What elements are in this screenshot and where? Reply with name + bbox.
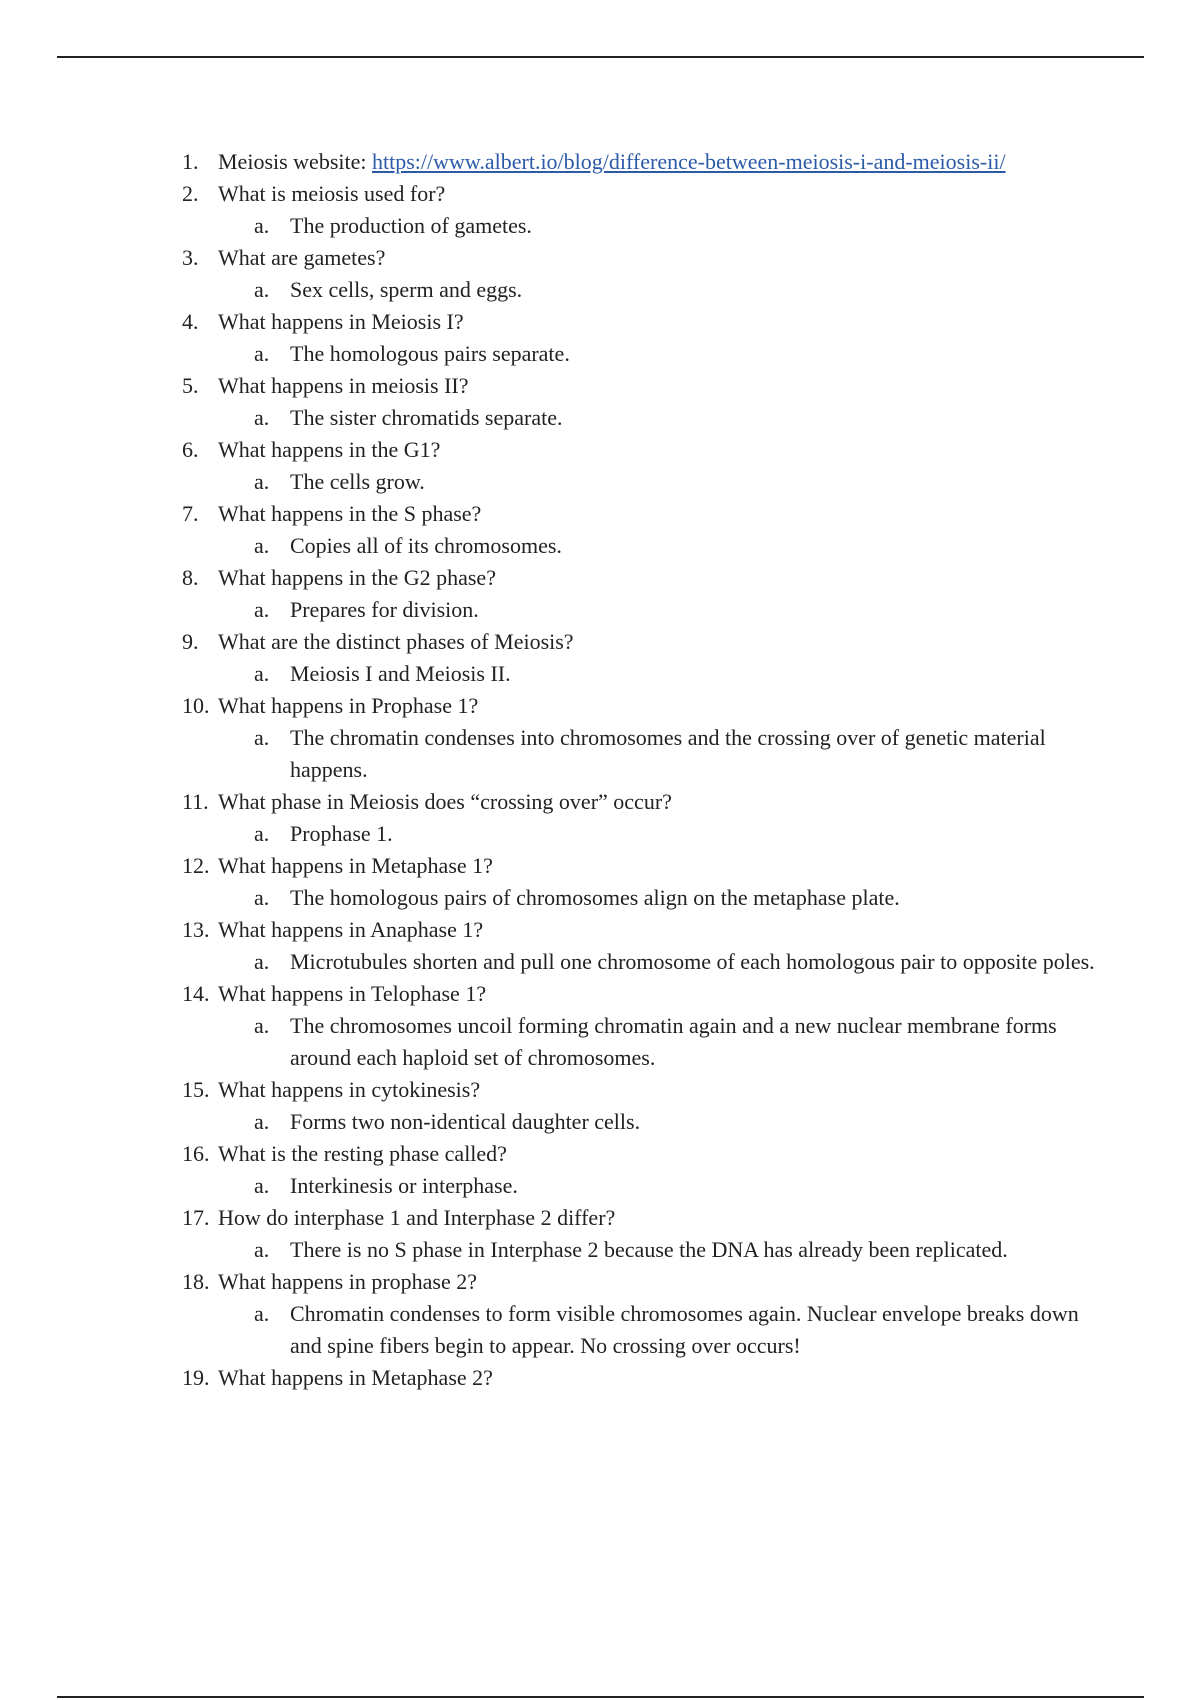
bottom-rule	[57, 1696, 1144, 1698]
item-text: What is meiosis used for?	[218, 181, 446, 206]
answer-text: The homologous pairs separate.	[290, 341, 570, 366]
answer-text: The chromatin condenses into chromosomes and the crossing over of genetic material happens.	[290, 725, 1046, 782]
item-text: What phase in Meiosis does “crossing over” occur?	[218, 789, 672, 814]
answer-marker: a.	[254, 821, 270, 846]
answer-item	[182, 722, 1102, 786]
answer-text: Prophase 1.	[290, 821, 393, 846]
question-list	[182, 146, 1102, 1394]
answer-item	[182, 946, 1102, 978]
answer-item	[182, 594, 1102, 626]
answer-item	[182, 338, 1102, 370]
list-item	[182, 690, 1102, 722]
answer-item	[182, 530, 1102, 562]
answer-marker: a.	[254, 1301, 270, 1326]
item-number: 19.	[182, 1365, 210, 1390]
item-number: 17.	[182, 1205, 210, 1230]
item-text: What happens in meiosis II?	[218, 373, 469, 398]
list-item	[182, 786, 1102, 818]
answer-marker: a.	[254, 277, 270, 302]
answer-marker: a.	[254, 533, 270, 558]
list-item	[182, 1074, 1102, 1106]
list-item	[182, 1362, 1102, 1394]
answer-marker: a.	[254, 1173, 270, 1198]
list-item	[182, 626, 1102, 658]
item-text: What happens in Meiosis I?	[218, 309, 464, 334]
answer-item	[182, 658, 1102, 690]
answer-text: The production of gametes.	[290, 213, 532, 238]
item-text: What happens in cytokinesis?	[218, 1077, 481, 1102]
answer-item	[182, 818, 1102, 850]
answer-marker: a.	[254, 949, 270, 974]
item-text: What happens in the G2 phase?	[218, 565, 496, 590]
answer-marker: a.	[254, 597, 270, 622]
list-item	[182, 562, 1102, 594]
item-text: What happens in Prophase 1?	[218, 693, 479, 718]
answer-marker: a.	[254, 661, 270, 686]
answer-text: Microtubules shorten and pull one chromosome of each homologous pair to opposite poles.	[290, 949, 1095, 974]
list-item	[182, 1266, 1102, 1298]
answer-marker: a.	[254, 405, 270, 430]
meiosis-website-link[interactable]: https://www.albert.io/blog/difference-between-meiosis-i-and-meiosis-ii/	[372, 149, 1006, 174]
answer-text: Interkinesis or interphase.	[290, 1173, 518, 1198]
item-text: What are the distinct phases of Meiosis?	[218, 629, 574, 654]
answer-item	[182, 1106, 1102, 1138]
answer-text: Meiosis I and Meiosis II.	[290, 661, 511, 686]
answer-item	[182, 466, 1102, 498]
answer-marker: a.	[254, 1013, 270, 1038]
list-item	[182, 498, 1102, 530]
item-text: What happens in Metaphase 2?	[218, 1365, 493, 1390]
answer-marker: a.	[254, 1109, 270, 1134]
answer-item	[182, 1234, 1102, 1266]
answer-text: Forms two non-identical daughter cells.	[290, 1109, 641, 1134]
top-rule	[57, 56, 1144, 58]
list-item	[182, 306, 1102, 338]
answer-text: The sister chromatids separate.	[290, 405, 563, 430]
answer-item	[182, 1298, 1102, 1362]
answer-item	[182, 402, 1102, 434]
item-number: 3.	[182, 245, 199, 270]
answer-marker: a.	[254, 213, 270, 238]
answer-item	[182, 882, 1102, 914]
answer-marker: a.	[254, 1237, 270, 1262]
list-item	[182, 178, 1102, 210]
item-number: 4.	[182, 309, 199, 334]
item-text: How do interphase 1 and Interphase 2 differ?	[218, 1205, 616, 1230]
list-item	[182, 914, 1102, 946]
list-item	[182, 1202, 1102, 1234]
item-text: What happens in Telophase 1?	[218, 981, 487, 1006]
item-text: What happens in the G1?	[218, 437, 441, 462]
item-number: 12.	[182, 853, 210, 878]
answer-text: Prepares for division.	[290, 597, 479, 622]
answer-text: The cells grow.	[290, 469, 425, 494]
item-number: 9.	[182, 629, 199, 654]
answer-text: The homologous pairs of chromosomes align on the metaphase plate.	[290, 885, 900, 910]
answer-item	[182, 210, 1102, 242]
item-text: What happens in Anaphase 1?	[218, 917, 484, 942]
item-text: What happens in prophase 2?	[218, 1269, 478, 1294]
item-number: 10.	[182, 693, 210, 718]
answer-text: There is no S phase in Interphase 2 because the DNA has already been replicated.	[290, 1237, 1008, 1262]
item-text: What happens in Metaphase 1?	[218, 853, 493, 878]
list-item	[182, 850, 1102, 882]
list-item	[182, 1138, 1102, 1170]
answer-text: The chromosomes uncoil forming chromatin again and a new nuclear membrane forms around each haploid set of chromosomes.	[290, 1013, 1057, 1070]
item-number: 14.	[182, 981, 210, 1006]
item-number: 16.	[182, 1141, 210, 1166]
item-number: 15.	[182, 1077, 210, 1102]
answer-text: Copies all of its chromosomes.	[290, 533, 562, 558]
item-text: Meiosis website:	[218, 149, 372, 174]
item-text: What happens in the S phase?	[218, 501, 482, 526]
item-number: 7.	[182, 501, 199, 526]
list-item	[182, 146, 1102, 178]
item-number: 6.	[182, 437, 199, 462]
item-number: 2.	[182, 181, 199, 206]
answer-text: Chromatin condenses to form visible chromosomes again. Nuclear envelope breaks down and spine fibers begin to appear. No crossing over occurs!	[290, 1301, 1079, 1358]
item-number: 8.	[182, 565, 199, 590]
answer-marker: a.	[254, 885, 270, 910]
list-item	[182, 242, 1102, 274]
answer-item	[182, 1010, 1102, 1074]
answer-marker: a.	[254, 341, 270, 366]
answer-marker: a.	[254, 469, 270, 494]
answer-text: Sex cells, sperm and eggs.	[290, 277, 523, 302]
item-text: What is the resting phase called?	[218, 1141, 507, 1166]
item-number: 13.	[182, 917, 210, 942]
item-number: 11.	[182, 789, 209, 814]
list-item	[182, 370, 1102, 402]
item-number: 1.	[182, 149, 199, 174]
answer-item	[182, 274, 1102, 306]
list-item	[182, 434, 1102, 466]
answer-marker: a.	[254, 725, 270, 750]
item-text: What are gametes?	[218, 245, 386, 270]
item-number: 18.	[182, 1269, 210, 1294]
item-number: 5.	[182, 373, 199, 398]
answer-item	[182, 1170, 1102, 1202]
list-item	[182, 978, 1102, 1010]
